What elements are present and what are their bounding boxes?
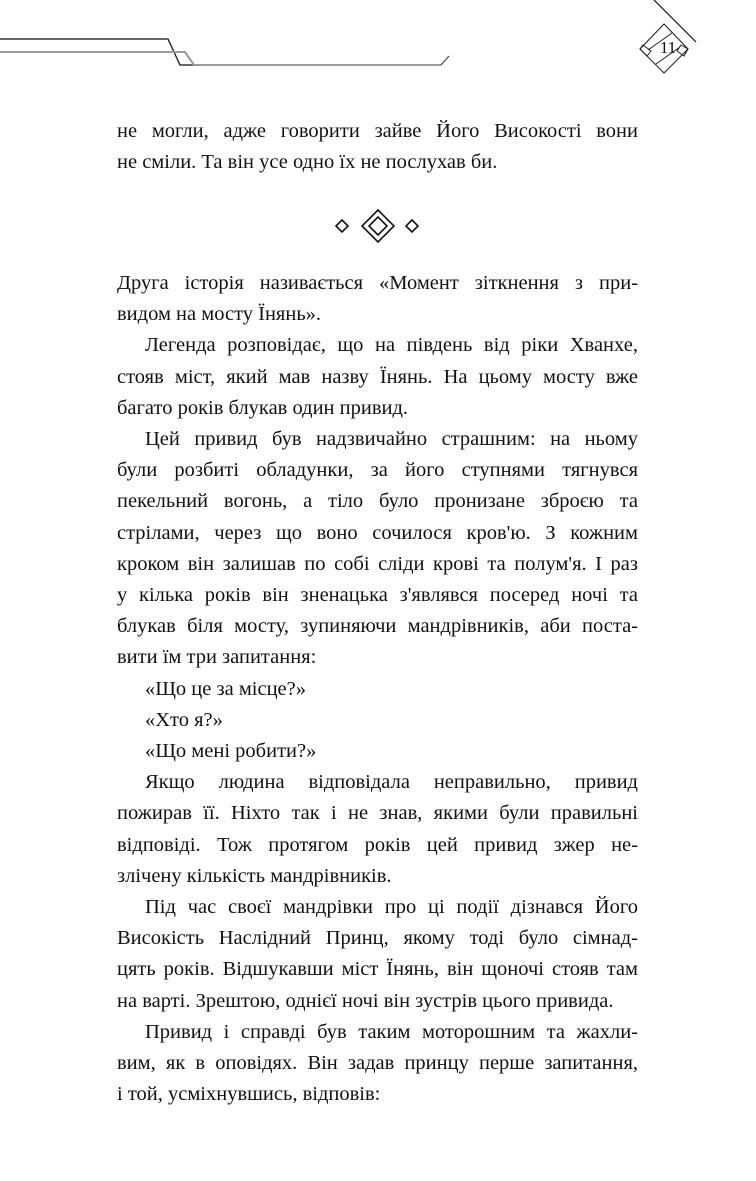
- header-ornament: [0, 0, 756, 90]
- text-line: «Що мені робити?»: [145, 740, 317, 763]
- text-line: Цей привид був надзвичайно страшним: на ньому: [145, 428, 638, 451]
- question-3: [117, 736, 638, 767]
- text-line: Високість Наслідний Принц, якому тоді було сімнад-: [117, 927, 638, 950]
- text-line: Легенда розповідає, що на південь від ріки Хванхе,: [145, 334, 638, 357]
- text-line: «Що це за місце?»: [145, 677, 307, 700]
- text-line: на варті. Зрештою, однієї ночі він зустрів цього привида.: [117, 989, 614, 1012]
- diamond-ornament-icon: [330, 202, 430, 248]
- text-line: кроком він залишав по собі сліди крові та полум'я. І раз: [117, 552, 638, 575]
- text-line: злічену кількість мандрівників.: [117, 864, 392, 887]
- intro-paragraph: [117, 116, 638, 178]
- page-number: 11: [659, 38, 677, 57]
- text-line: пекельний вогонь, а тіло було пронизане зброєю та: [117, 490, 638, 513]
- text-line: Якщо людина відповідала неправильно, привид: [145, 771, 638, 794]
- text-line: «Хто я?»: [145, 708, 223, 731]
- text-line: не могли, адже говорити зайве Його Високості вони: [117, 120, 638, 142]
- paragraph-wrong-answer: [117, 767, 638, 892]
- question-1: [117, 674, 638, 705]
- text-line: відповіді. Тож протягом років цей привид зжер не-: [117, 833, 638, 856]
- text-line: блукав біля мосту, зупиняючи мандрівників, аби поста-: [117, 615, 638, 638]
- text-line: Друга історія називається «Момент зіткнення з при-: [117, 272, 638, 294]
- text-line: стояв міст, який мав назву Їнянь. На цьому мосту вже: [117, 365, 638, 388]
- text-line: не сміли. Та він усе одно їх не послухав би.: [117, 151, 498, 174]
- paragraph-title: [117, 268, 638, 330]
- text-line: у кілька років він зненацька з'являвся посеред ночі та: [117, 584, 638, 607]
- paragraph-legend: [117, 330, 638, 424]
- text-line: вим, як в оповідях. Він задав принцу перше запитання,: [117, 1052, 638, 1075]
- text-line: цять років. Відшукавши міст Їнянь, він щоночі стояв там: [117, 958, 638, 981]
- text-line: стрілами, через що воно сочилося кров'ю. З кожним: [117, 521, 638, 544]
- text-line: пожирав її. Ніхто так і не знав, якими були правильні: [117, 802, 638, 825]
- text-line: видом на мосту Їнянь».: [117, 303, 322, 326]
- text-line: Під час своєї мандрівки про ці події дізнався Його: [145, 896, 638, 919]
- text-line: Привид і справді був таким моторошним та жахли-: [145, 1020, 638, 1043]
- text-line: багато років блукав один привид.: [117, 396, 409, 419]
- paragraph-encounter: [117, 1017, 638, 1111]
- paragraph-prince: [117, 892, 638, 1017]
- text-line: були розбиті обладунки, за його ступнями тягнувся: [117, 459, 638, 482]
- main-text: [117, 268, 638, 1110]
- paragraph-ghost-description: [117, 424, 638, 674]
- question-2: [117, 705, 638, 736]
- text-line: і той, усміхнувшись, відповів:: [117, 1083, 381, 1106]
- text-line: вити їм три запитання:: [117, 646, 317, 669]
